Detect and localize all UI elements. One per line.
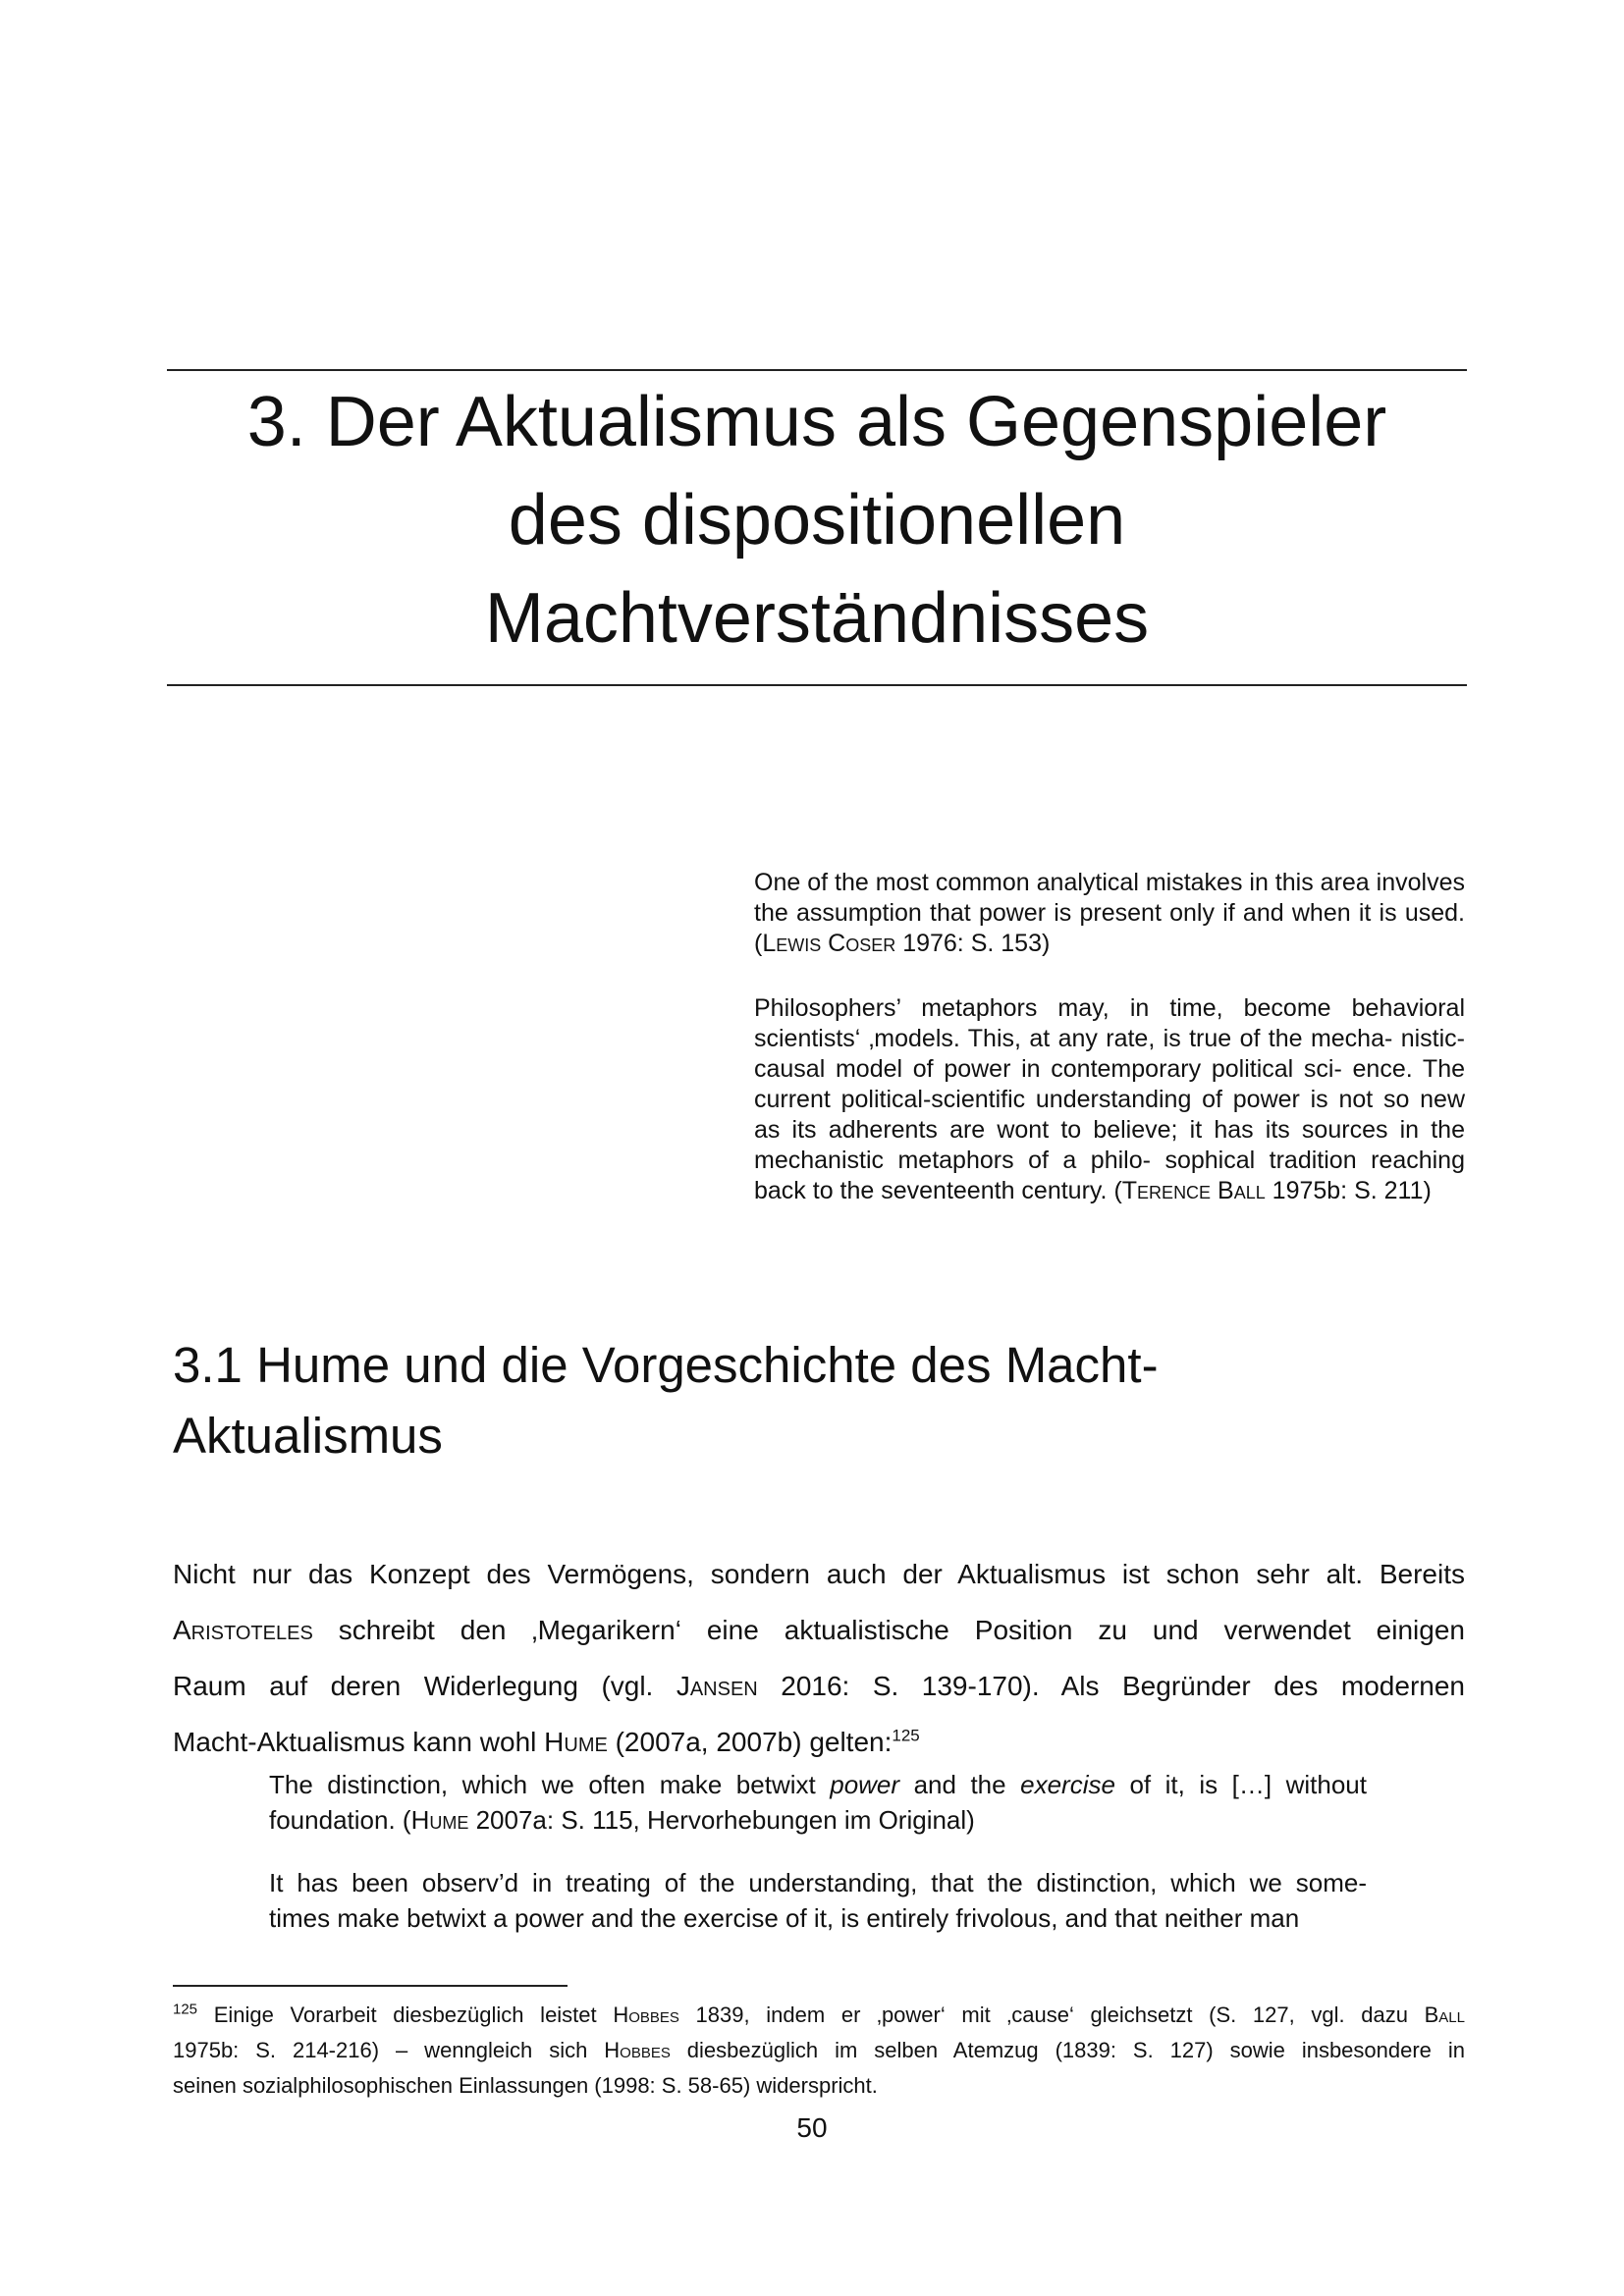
epigraph-line: involves the assumption that power is present only if and [754,869,1465,927]
body-text-run: (2007a, 2007b) gelten: [607,1727,893,1757]
epigraph-line: Philosophers’ metaphors may, in time, become behavioral [754,994,1465,1022]
author-name: Hume [410,1805,469,1835]
quote-line: It has been observ’d in treating of the understanding, that the distinction, which we some- [269,1868,1367,1897]
quote-emphasis: power [830,1770,900,1799]
quote-text-run: and the [899,1770,1021,1799]
epigraph-line: has its sources in the mechanistic metaphors of a philo- [754,1116,1465,1174]
footnote-line: seinen sozialphilosophischen Einlassungen (1998: S. 58-65) widerspricht. [173,2073,878,2098]
epigraph-author: Lewis Coser [762,930,896,957]
body-text-run: 2016: S. 139-170). Als Begründer des modernen [757,1671,1465,1701]
epigraph-source: 1975b: S. 211) [1265,1177,1432,1204]
quote-text-run: 2007a: S. 115, Hervorhebungen im Original) [468,1805,975,1835]
body-line [173,1546,1465,1602]
page-number: 50 [796,2112,828,2143]
body-line [173,1602,1465,1658]
epigraph-line: nistic-causal model of power in contemporary political sci- [754,1025,1465,1083]
section-title-line: Aktualismus [173,1408,443,1464]
footnote-reference[interactable]: 125 [892,1726,920,1745]
footnote-text-run: diesbezüglich im selben Atemzug (1839: S. 127) sowie insbesondere in [670,2038,1465,2062]
section-title-line: 3.1 Hume und die Vorgeschichte des Macht- [173,1337,1159,1393]
epigraph-line: sophical tradition reaching back to the seventeenth century. [754,1147,1465,1204]
chapter-title-line: Machtverständnisses [484,579,1150,658]
quote-line: times make betwixt a power and the exercise of it, is entirely frivolous, and that neither man [269,1903,1300,1933]
body-text-run: Nicht nur das Konzept des Vermögens, sondern auch der Aktualismus ist schon sehr alt. Bereits [173,1559,1465,1589]
epigraph-source: 1976: S. 153) [895,930,1051,957]
epigraph-author: Terence Ball [1121,1177,1266,1204]
author-name: Hume [544,1727,608,1757]
chapter-title-line: des dispositionellen [508,481,1126,560]
quote-line [269,1802,1367,1838]
footnote-line [173,2033,1465,2068]
epigraph-line: ence. The current political-scientific understanding of [754,1055,1466,1113]
footnote-text-run: 1975b: S. 214-216) – wenngleich sich [173,2038,605,2062]
author-name: Ball [1424,2002,1465,2027]
block-quote-hume-2 [269,1865,1367,1936]
author-name: Jansen [676,1671,758,1701]
author-name: Hobbes [604,2038,671,2062]
footnote-text-run: 1839, indem er ‚power‘ mit ‚cause‘ gleichsetzt (S. 127, vgl. dazu [678,2002,1425,2027]
body-text-run: Raum auf deren Widerlegung (vgl. [173,1671,677,1701]
author-name: Hobbes [613,2002,679,2027]
author-name: Aristoteles [173,1615,313,1645]
chapter-title-line: 3. Der Aktualismus als Gegenspieler [246,383,1387,461]
quote-text-run: The distinction, which we often make betwixt [269,1770,831,1799]
chapter-top-rule [167,369,1467,371]
quote-emphasis: exercise [1020,1770,1115,1799]
epigraph-coser [754,868,1465,959]
footnote-text-run: Einige Vorarbeit diesbezüglich leistet [197,2002,614,2027]
footnote-number: 125 [173,2001,198,2018]
body-text-run: schreibt den ‚Megarikern‘ eine aktualistische Position zu und verwendet einigen [312,1615,1465,1645]
body-line [173,1658,1465,1714]
epigraph-ball [754,993,1465,1206]
body-line [173,1714,1465,1770]
footnote-separator [173,1985,568,1987]
block-quote-hume-1 [269,1767,1367,1838]
footnote-125 [173,1998,1465,2104]
epigraph-line: power is not so new as its adherents are wont to believe; it [754,1086,1466,1144]
chapter-bottom-rule [167,684,1467,686]
quote-text-run: of it, is […] without [1114,1770,1367,1799]
epigraph-line: One of the most common analytical mistakes in this area [754,869,1370,896]
epigraph-line: when it is used. ( [754,899,1465,957]
chapter-title [167,373,1467,667]
body-text-run: Macht-Aktualismus kann wohl [173,1727,545,1757]
section-title [173,1330,1469,1471]
epigraph-line: scientists‘ ‚models. This, at any rate, is true of the mecha- [754,1025,1393,1052]
footnote-line [173,1998,1465,2033]
quote-line [269,1767,1367,1802]
quote-text-run: foundation. ( [269,1805,411,1835]
epigraph-line: ( [1113,1177,1122,1204]
body-paragraph [173,1546,1465,1770]
